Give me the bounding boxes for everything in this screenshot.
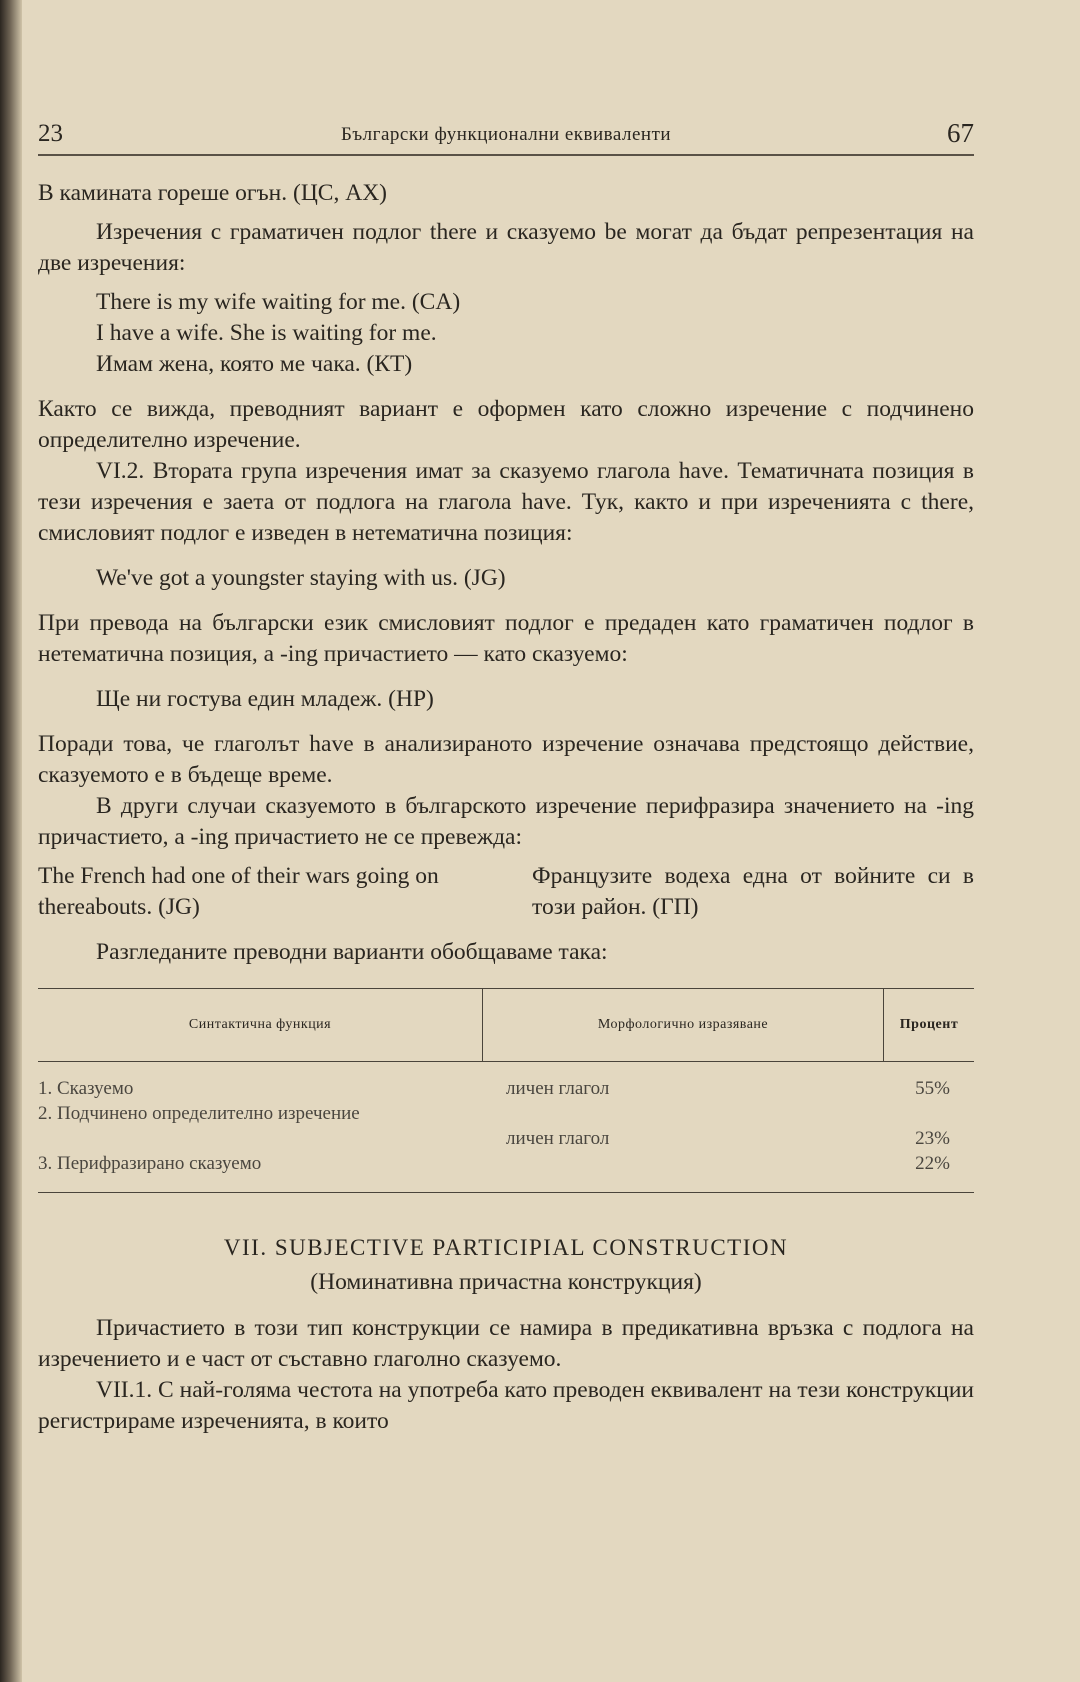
example-line: Ще ни гостува един младеж. (НР) — [96, 686, 434, 712]
cell-morphology: личен глагол — [506, 1128, 610, 1149]
cell-function: 2. Подчинено определително изречение — [38, 1103, 360, 1124]
paragraph: VI.2. Втората група изречения имат за сказуемо глагола have. Тематичната позиция в тези изречения е заета от подлога на глагола have. Тук, както и при изреченията с there, смисловият подлог е изведен в нетематична позиция: — [38, 458, 974, 546]
section-title: VII. SUBJECTIVE PARTICIPIAL CONSTRUCTION — [223, 1235, 789, 1260]
section-subtitle: (Номинативна причастна конструкция) — [310, 1269, 702, 1295]
example-line: I have a wife. She is waiting for me. — [96, 320, 437, 346]
summary-table — [38, 988, 974, 1193]
example-english: The French had one of their wars going on thereabouts. (JG) — [38, 863, 439, 920]
cell-function: 3. Перифразирано сказуемо — [38, 1153, 262, 1174]
cell-function: 1. Сказуемо — [38, 1078, 134, 1099]
page-number-right: 67 — [947, 118, 974, 148]
paragraph: В камината гореше огън. (ЦС, АХ) — [38, 180, 387, 206]
paragraph: Разгледаните преводни варианти обобщаваме така: — [96, 939, 608, 965]
table-row — [38, 1101, 974, 1151]
table-row — [38, 1076, 974, 1101]
cell-percent: 23% — [915, 1128, 950, 1149]
table-header — [38, 989, 974, 1062]
running-header — [38, 118, 974, 156]
paragraph: VII.1. С най-голяма честота на употреба като преводен еквивалент на тези конструкции регистрираме изреченията, в които — [38, 1377, 974, 1434]
parallel-example — [38, 861, 974, 923]
cell-morphology — [482, 1151, 906, 1176]
cell-percent: 55% — [915, 1078, 950, 1099]
running-title: Български функционални еквиваленти — [340, 124, 672, 145]
paragraph: При превода на български език смисловият подлог е предаден като граматичен подлог в нетематична позиция, а -ing причастието — като сказуемо: — [38, 610, 974, 667]
page-number-left: 23 — [38, 120, 63, 147]
example-line: Имам жена, която ме чака. (КТ) — [96, 351, 413, 377]
paragraph: В други случаи сказуемото в българското изречение перифразира значението на -ing причастието, а -ing причастието не се превежда: — [38, 793, 974, 850]
table-row — [38, 1151, 974, 1176]
paragraph: Поради това, че глаголът have в анализираното изречение означава предстоящо действие, сказуемото е в бъдеще време. — [38, 731, 974, 788]
page-body — [38, 178, 974, 1437]
table-body — [38, 1062, 974, 1192]
example-line: There is my wife waiting for me. (CA) — [96, 289, 461, 315]
cell-morphology: личен глагол — [506, 1078, 610, 1099]
book-binding-edge — [0, 0, 22, 1682]
example-line: We've got a youngster staying with us. (JG) — [96, 565, 506, 591]
paragraph: Причастието в този тип конструкции се намира в предикативна връзка с подлога на изречението и е част от съставно глаголно сказуемо. — [38, 1315, 974, 1372]
example-bulgarian: Французите водеха една от войните си в този район. (ГП) — [532, 863, 974, 920]
column-header-morphology: Морфологично изразяване — [483, 989, 884, 1061]
cell-percent: 22% — [915, 1153, 950, 1174]
column-header-function: Синтактична функция — [38, 989, 483, 1061]
paragraph: Изречения с граматичен подлог there и сказуемо be могат да бъдат репрезентация на две изречения: — [38, 219, 974, 276]
column-header-percent: Процент — [899, 1017, 959, 1032]
paragraph: Както се вижда, преводният вариант е оформен като сложно изречение с подчинено определително изречение. — [38, 396, 974, 453]
